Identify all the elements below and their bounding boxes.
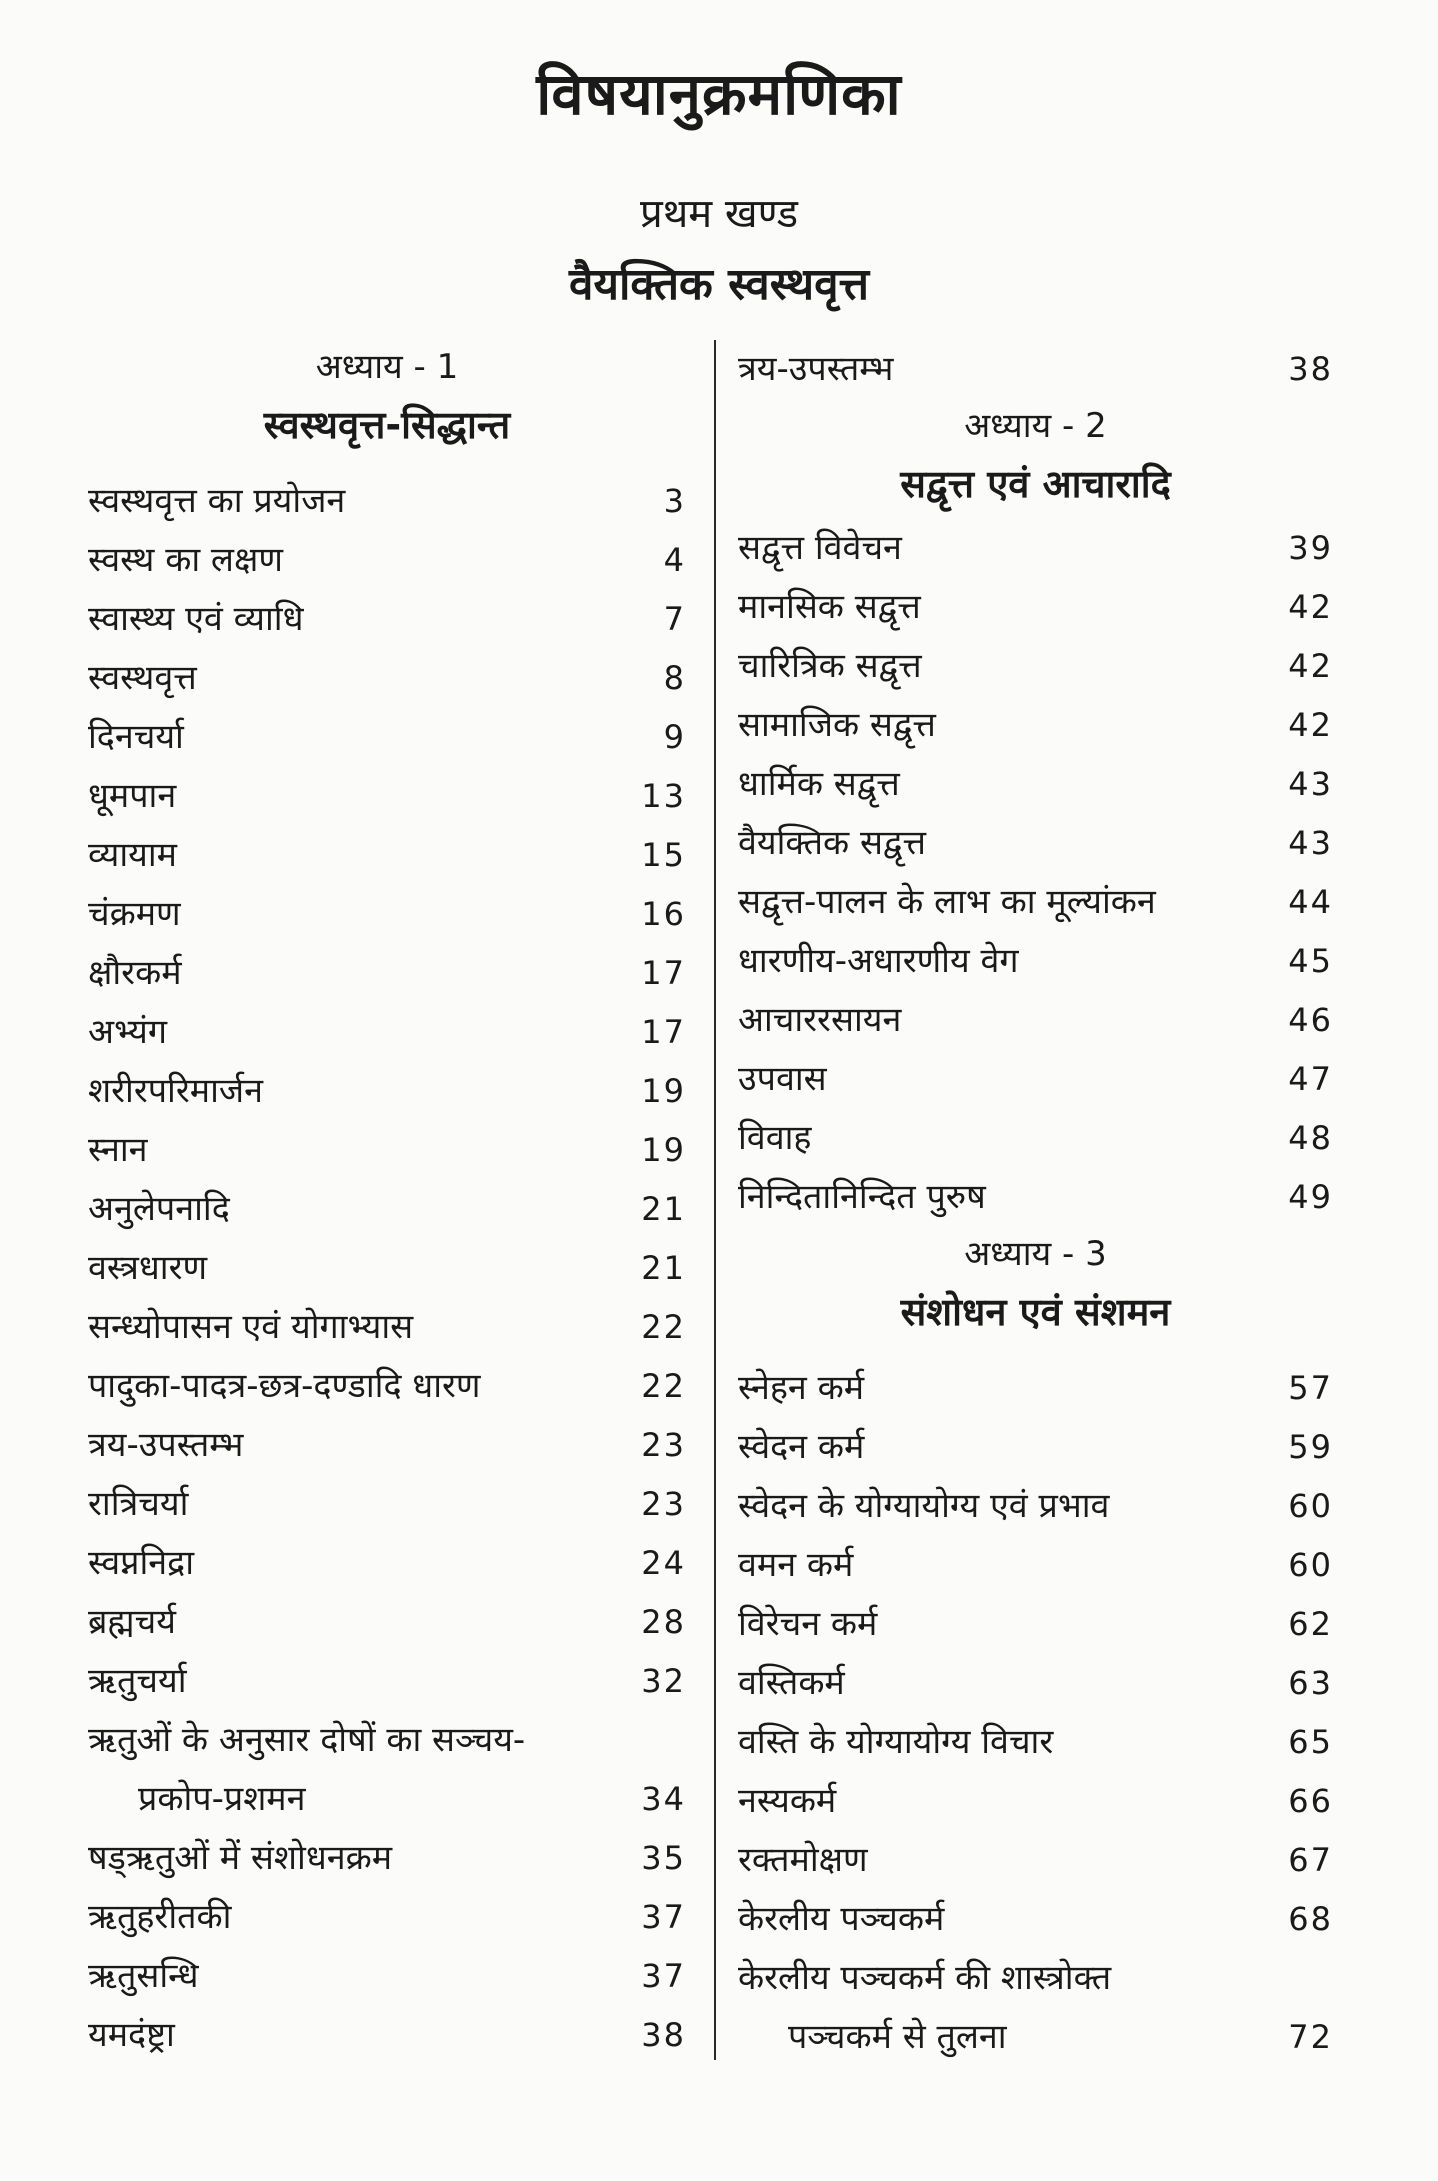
toc-entry[interactable]: वैयक्तिक सद्वृत्त 43 [738,814,1333,873]
toc-entry[interactable]: विवाह 48 [738,1109,1333,1168]
page-number: 28 [641,1603,686,1641]
section-title: वैयक्तिक स्वस्थवृत्त [569,259,869,310]
page-number: 66 [1288,1782,1333,1820]
toc-entry[interactable]: सद्वृत्त विवेचन 39 [738,519,1333,578]
chapter-3-title: संशोधन एवं संशमन [900,1290,1171,1334]
page-number: 59 [1288,1428,1333,1466]
toc-entry[interactable]: सामाजिक सद्वृत्त 42 [738,696,1333,755]
page-title: विषयानुक्रमणिका [536,60,902,128]
toc-entry[interactable]: स्वस्थ का लक्षण 4 [88,531,686,590]
left-column [88,340,686,2065]
toc-entry[interactable]: मानसिक सद्वृत्त 42 [738,578,1333,637]
toc-entry[interactable]: वमन कर्म 60 [738,1536,1333,1595]
page-number: 39 [1288,529,1333,567]
page-number: 34 [641,1780,686,1818]
toc-entry[interactable]: रक्तमोक्षण 67 [738,1831,1333,1890]
page-number: 42 [1288,588,1333,626]
toc-entry[interactable]: रात्रिचर्या 23 [88,1475,686,1534]
chapter-1-heading: अध्याय - 1 [315,347,459,387]
page-number: 23 [641,1426,686,1464]
chapter-3-heading: अध्याय - 3 [964,1234,1107,1274]
page-number: 57 [1288,1369,1333,1407]
toc-entry[interactable]: स्वस्थवृत्त का प्रयोजन 3 [88,472,686,531]
chapter-2-heading: अध्याय - 2 [964,406,1107,446]
section-label: प्रथम खण्ड [639,191,799,237]
toc-entry[interactable]: स्वस्थवृत्त 8 [88,649,686,708]
toc-entry[interactable]: धारणीय-अधारणीय वेग 45 [738,932,1333,991]
toc-entry[interactable]: केरलीय पञ्चकर्म 68 [738,1890,1333,1949]
page-number: 16 [641,895,686,933]
page-number: 17 [641,954,686,992]
toc-entry[interactable]: दिनचर्या 9 [88,708,686,767]
toc-entry[interactable]: स्वेदन कर्म 59 [738,1418,1333,1477]
toc-entry[interactable]: अभ्यंग 17 [88,1003,686,1062]
toc-entry[interactable]: अनुलेपनादि 21 [88,1180,686,1239]
toc-entry[interactable]: ब्रह्मचर्य 28 [88,1593,686,1652]
toc-entry-continuation[interactable]: पञ्चकर्म से तुलना 72 [738,2008,1333,2067]
page-number: 60 [1288,1487,1333,1525]
toc-entry[interactable]: वस्तिकर्म 63 [738,1654,1333,1713]
page-number: 72 [1288,2018,1333,2056]
page-number: 4 [663,541,686,579]
page-number: 47 [1288,1060,1333,1098]
page-number: 49 [1288,1178,1333,1216]
page-number: 63 [1288,1664,1333,1702]
page-number: 24 [641,1544,686,1582]
page-number: 42 [1288,706,1333,744]
page-number: 19 [641,1072,686,1110]
toc-entry[interactable]: क्षौरकर्म 17 [88,944,686,1003]
toc-entry[interactable]: स्नान 19 [88,1121,686,1180]
toc-entry[interactable]: आचाररसायन 46 [738,991,1333,1050]
page-number: 35 [641,1839,686,1877]
chapter-1-title: स्वस्थवृत्त-सिद्धान्त [263,403,511,447]
page-number: 65 [1288,1723,1333,1761]
toc-entry[interactable]: ऋतुहरीतकी 37 [88,1888,686,1947]
column-divider [714,340,716,2060]
toc-entry[interactable]: पादुका-पादत्र-छत्र-दण्डादि धारण 22 [88,1357,686,1416]
toc-entry[interactable]: उपवास 47 [738,1050,1333,1109]
toc-entry[interactable]: षड्ऋतुओं में संशोधनक्रम 35 [88,1829,686,1888]
page-number: 13 [641,777,686,815]
toc-entry[interactable]: स्वेदन के योग्यायोग्य एवं प्रभाव 60 [738,1477,1333,1536]
page-number: 46 [1288,1001,1333,1039]
page-number: 42 [1288,647,1333,685]
page-number: 68 [1288,1900,1333,1938]
toc-entry[interactable]: वस्ति के योग्यायोग्य विचार 65 [738,1713,1333,1772]
toc-entry[interactable]: विरेचन कर्म 62 [738,1595,1333,1654]
page-number: 45 [1288,942,1333,980]
toc-entry[interactable]: वस्त्रधारण 21 [88,1239,686,1298]
page-number: 60 [1288,1546,1333,1584]
toc-entry[interactable]: त्रय-उपस्तम्भ 23 [88,1416,686,1475]
page-number: 44 [1288,883,1333,921]
chapter-3-entries [738,1359,1333,2067]
toc-entry[interactable]: स्वास्थ्य एवं व्याधि 7 [88,590,686,649]
toc-entry[interactable]: निन्दितानिन्दित पुरुष 49 [738,1168,1333,1227]
toc-entry[interactable]: केरलीय पञ्चकर्म की शास्त्रोक्त [738,1958,1112,1998]
toc-entry[interactable]: यमदंष्ट्रा 38 [88,2006,686,2065]
page-number: 9 [663,718,686,756]
right-column [738,340,1333,2067]
page-number: 32 [641,1662,686,1700]
page-number: 38 [1288,350,1333,388]
page-number: 43 [1288,824,1333,862]
page-number: 22 [641,1367,686,1405]
toc-entry[interactable]: ऋतुओं के अनुसार दोषों का सञ्चय- [88,1720,526,1760]
toc-entry[interactable]: सन्ध्योपासन एवं योगाभ्यास 22 [88,1298,686,1357]
toc-entry[interactable]: चंक्रमण 16 [88,885,686,944]
toc-entry[interactable]: नस्यकर्म 66 [738,1772,1333,1831]
page-number: 48 [1288,1119,1333,1157]
toc-entry[interactable]: ऋतुसन्धि 37 [88,1947,686,2006]
page-number: 38 [641,2016,686,2054]
page-number: 37 [641,1898,686,1936]
page-number: 17 [641,1013,686,1051]
page-number: 22 [641,1308,686,1346]
toc-entry[interactable]: धूमपान 13 [88,767,686,826]
page-number: 8 [663,659,686,697]
toc-entry[interactable]: व्यायाम 15 [88,826,686,885]
toc-entry[interactable]: सद्वृत्त-पालन के लाभ का मूल्यांकन 44 [738,873,1333,932]
page-number: 21 [641,1249,686,1287]
toc-entry[interactable]: शरीरपरिमार्जन 19 [88,1062,686,1121]
page-number: 37 [641,1957,686,1995]
toc-entry[interactable]: स्वप्ननिद्रा 24 [88,1534,686,1593]
page-number: 62 [1288,1605,1333,1643]
toc-entry[interactable]: त्रय-उपस्तम्भ 38 [738,340,1333,399]
toc-entry-continuation[interactable]: प्रकोप-प्रशमन 34 [88,1770,686,1829]
page-number: 19 [641,1131,686,1169]
page-number: 23 [641,1485,686,1523]
page-number: 15 [641,836,686,874]
chapter-1-entries [88,472,686,2065]
chapter-2-entries [738,519,1333,1227]
page-number: 7 [663,600,686,638]
toc-entry[interactable]: धार्मिक सद्वृत्त 43 [738,755,1333,814]
page-number: 67 [1288,1841,1333,1879]
chapter-2-title: सद्वृत्त एवं आचारादि [900,462,1171,506]
page-number: 3 [663,482,686,520]
page-number: 43 [1288,765,1333,803]
toc-entry[interactable]: चारित्रिक सद्वृत्त 42 [738,637,1333,696]
toc-entry[interactable]: ऋतुचर्या 32 [88,1652,686,1711]
page-number: 21 [641,1190,686,1228]
toc-entry[interactable]: स्नेहन कर्म 57 [738,1359,1333,1418]
